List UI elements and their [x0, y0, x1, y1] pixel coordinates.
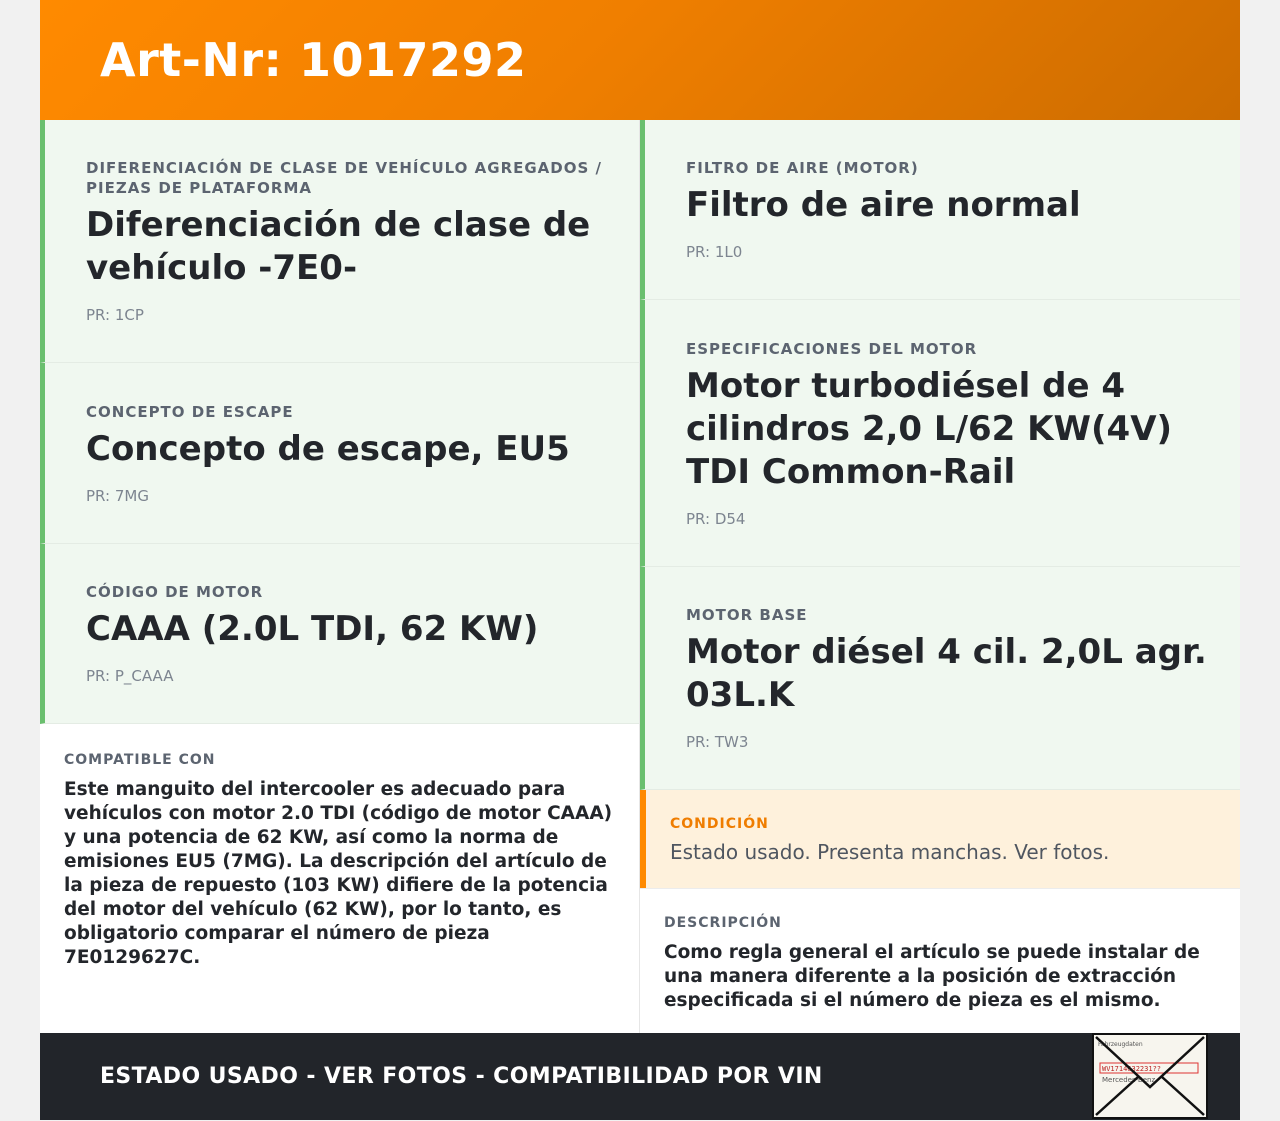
left-column [40, 120, 640, 1033]
spec-value: CAAA (2.0L TDI, 62 KW) [86, 609, 539, 649]
vehicle-data-stamp [1092, 1033, 1208, 1119]
spec-label: ESPECIFICACIONES DEL MOTOR [686, 339, 978, 358]
spec-value: Motor diésel 4 cil. 2,0L agr. 03L.K [686, 632, 1207, 715]
compatible-label: COMPATIBLE CON [64, 752, 216, 768]
spec-pr-code: PR: TW3 [686, 733, 749, 751]
spec-label: DIFERENCIACIÓN DE CLASE DE VEHÍCULO AGREGADOS / PIEZAS DE PLATAFORMA [86, 159, 602, 197]
spec-card-vehicle-class [40, 120, 639, 363]
condition-box [640, 790, 1240, 888]
right-column [640, 120, 1240, 1033]
stamp-line-2: WV1714632231?? [1102, 1065, 1162, 1073]
spec-label: MOTOR BASE [686, 606, 808, 624]
spec-pr-code: PR: 1CP [86, 306, 144, 324]
spec-pr-code: PR: D54 [686, 509, 746, 528]
spec-pr-code: PR: 1L0 [686, 243, 743, 261]
spec-card-engine-specs [640, 300, 1240, 567]
description-label: DESCRIPCIÓN [664, 915, 782, 931]
spec-card-air-filter [640, 120, 1240, 300]
spec-label: CONCEPTO DE ESCAPE [86, 402, 294, 421]
spec-value: Motor turbodiésel de 4 cilindros 2,0 L/62 KW(4V) TDI Common-Rail [686, 365, 1173, 492]
stamp-line-1: Fahrzeugdaten [1098, 1041, 1143, 1048]
article-number-title: Art-Nr: 1017292 [100, 33, 527, 87]
spec-value: Filtro de aire normal [686, 185, 1081, 225]
spec-card-base-engine [640, 567, 1240, 790]
description-section [640, 888, 1240, 1033]
spec-value: Diferenciación de clase de vehículo -7E0- [86, 205, 591, 288]
envelope-icon [1094, 1035, 1206, 1117]
compatible-text: Este manguito del intercooler es adecuado para vehículos con motor 2.0 TDI (código de motor CAAA) y una potencia de 62 KW, así como la norma de emisiones EU5 (7MG). La descripción del artículo de la pieza de repuesto (103 KW) difiere de la potencia del motor del vehículo (62 KW), por lo tanto, es obligatorio comparar el número de pieza 7E0129627C. [64, 779, 613, 968]
spec-value: Concepto de escape, EU5 [86, 428, 570, 469]
description-text: Como regla general el artículo se puede instalar de una manera diferente a la posición de extracción especificada si el número de pieza es el mismo. [664, 942, 1200, 1011]
spec-card-exhaust [40, 363, 639, 544]
footer-bar [40, 1033, 1240, 1120]
stamp-line-3: Mercedes-Benz [1102, 1076, 1156, 1084]
spec-card-engine-code [40, 544, 639, 724]
compatible-section [40, 724, 639, 1033]
product-sheet [40, 0, 1240, 1120]
spec-label: FILTRO DE AIRE (MOTOR) [686, 159, 919, 177]
content-columns [40, 120, 1240, 1033]
condition-label: CONDICIÓN [670, 816, 769, 832]
spec-pr-code: PR: P_CAAA [86, 667, 174, 685]
spec-label: CÓDIGO DE MOTOR [86, 583, 264, 601]
footer-text: ESTADO USADO - VER FOTOS - COMPATIBILIDAD POR VIN [100, 1064, 823, 1089]
condition-text: Estado usado. Presenta manchas. Ver fotos. [670, 840, 1110, 864]
header-bar [40, 0, 1240, 120]
spec-pr-code: PR: 7MG [86, 486, 149, 505]
